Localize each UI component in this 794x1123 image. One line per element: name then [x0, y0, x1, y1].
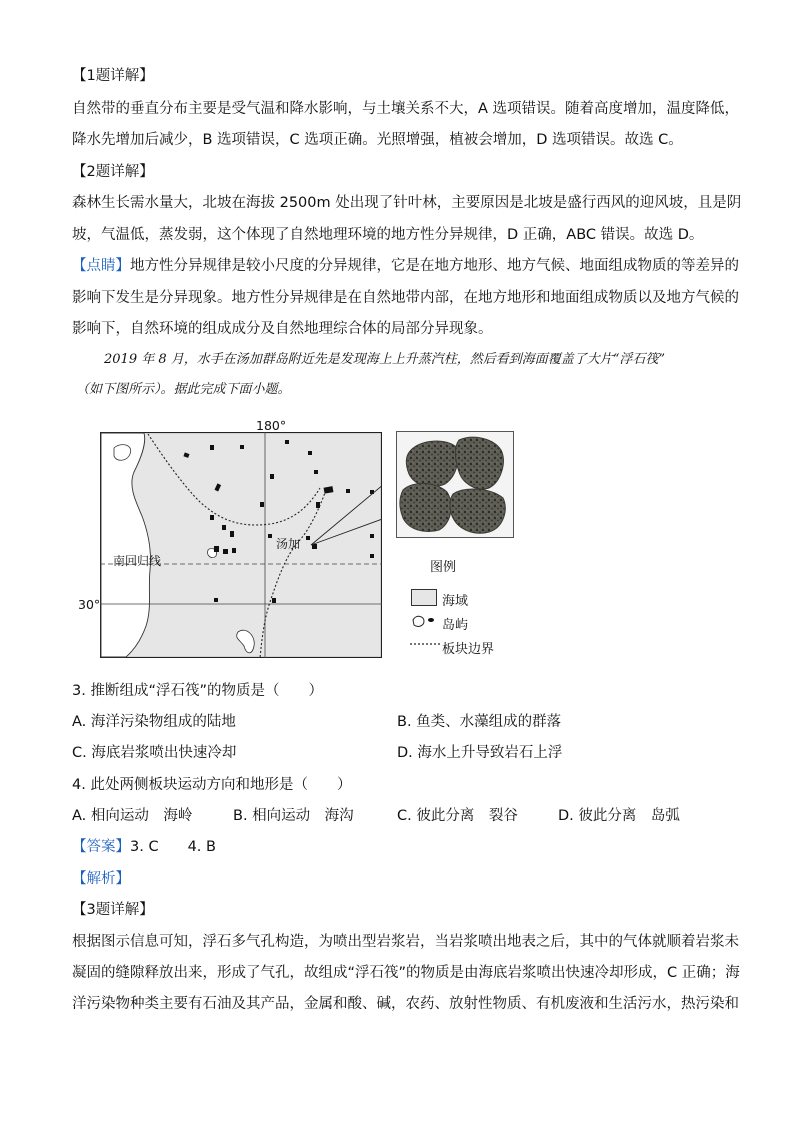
pumice-image: [397, 432, 513, 537]
lat-30-label: 30°: [78, 597, 101, 612]
legend-boundary-icon: [410, 641, 440, 647]
island: [316, 502, 320, 508]
paragraph: 凝固的缝隙释放出来，形成了气孔，故组成“浮石筏”的物质是由海底岩浆喷出快速冷却形成，C 正确；海: [72, 965, 740, 981]
island: [223, 549, 228, 554]
q4-option-a: A. 相向运动 海岭: [72, 808, 193, 824]
island: [272, 598, 276, 603]
island: [306, 536, 310, 540]
heading-q3-detail: 【3题详解】: [72, 902, 154, 918]
q4-option-b: B. 相向运动 海沟: [233, 808, 354, 824]
island: [210, 445, 214, 450]
tonga-map: [100, 432, 382, 658]
paragraph: 坡，气温低，蒸发弱，这个体现了自然地理环境的地方性分异规律，D 正确，ABC 错误。故选 D。: [72, 227, 704, 243]
analysis-label: 【解析】: [72, 871, 130, 887]
legend-title: 图例: [430, 560, 457, 575]
legend-boundary-label: 板块边界: [442, 642, 495, 657]
paragraph: 根据图示信息可知，浮石多气孔构造，为喷出型岩浆岩，当岩浆喷出地表之后，其中的气体就顺着岩浆未: [72, 934, 739, 950]
island: [240, 445, 244, 449]
q3-option-b: B. 鱼类、水藻组成的群落: [397, 714, 562, 730]
island: [232, 548, 236, 553]
paragraph: 影响下，自然环境的组成成分及自然地理综合体的局部分异现象。: [72, 321, 493, 337]
tropic-label: 南回归线: [113, 554, 162, 568]
answer-line: [72, 837, 216, 857]
answer-value: 3. C 4. B: [130, 839, 216, 855]
paragraph: 降水先增加后减少，B 选项错误，C 选项正确。光照增强，植被会增加，D 选项错误。故选 C。: [72, 132, 683, 148]
island: [260, 502, 264, 507]
island: [346, 489, 350, 493]
q3-option-c: C. 海底岩浆喷出快速冷却: [72, 745, 237, 761]
q4-option-c: C. 彼此分离 裂谷: [397, 808, 518, 824]
legend-sea-label: 海域: [442, 594, 469, 609]
q4-option-d: D. 彼此分离 岛弧: [558, 808, 680, 824]
question-4: 4. 此处两侧板块运动方向和地形是（ ）: [72, 777, 352, 793]
dianjing-paragraph: [72, 256, 739, 276]
intro-text: 2019 年 8 月，水手在汤加群岛附近先是发现海上上升蒸汽柱，然后看到海面覆盖了大片“浮石筏”: [104, 352, 666, 367]
legend-island-label: 岛屿: [442, 618, 469, 633]
island: [270, 474, 274, 479]
paragraph: 影响下发生是分异现象。地方性分异规律是在自然地带内部，在地方地形和地面组成物质以及地方气候的: [72, 290, 739, 306]
legend-sea-swatch: [411, 589, 437, 606]
island: [370, 534, 374, 538]
heading-q2-detail: 【2题详解】: [72, 164, 154, 180]
dianjing-label: 【点睛】: [72, 258, 130, 274]
tonga-label: 汤加: [276, 537, 301, 551]
island: [370, 554, 374, 558]
question-3: 3. 推断组成“浮石筏”的物质是（ ）: [72, 683, 323, 699]
paragraph: 森林生长需水量大，北坡在海拔 2500m 处出现了针叶林，主要原因是北坡是盛行西风的迎风坡，且是阴: [72, 195, 742, 211]
legend-island-icon: [410, 612, 438, 630]
island: [214, 546, 219, 552]
answer-label: 【答案】: [72, 839, 130, 855]
q3-option-a: A. 海洋污染物组成的陆地: [72, 714, 236, 730]
island: [314, 470, 318, 474]
island: [268, 534, 272, 538]
q3-option-d: D. 海水上升导致岩石上浮: [397, 745, 563, 761]
island: [214, 598, 218, 602]
island: [230, 531, 234, 537]
island: [210, 515, 214, 520]
island: [222, 525, 226, 530]
dianjing-text: 地方性分异规律是较小尺度的分异规律，它是在地方地形、地方气候、地面组成物质的等差异的: [130, 258, 739, 274]
lon-180-label: 180°: [256, 418, 287, 433]
paragraph: 自然带的垂直分布主要是受气温和降水影响，与土壤关系不大，A 选项错误。随着高度增加，温度降低，: [72, 101, 740, 117]
pumice-photo: [396, 431, 514, 538]
island: [308, 451, 312, 455]
paragraph: 洋污染物种类主要有石油及其产品，金属和酸、碱，农药、放射性物质、有机废液和生活污水，热污染和: [72, 996, 739, 1012]
intro-text: （如下图所示）。据此完成下面小题。: [76, 382, 291, 397]
island: [285, 440, 289, 444]
heading-q1-detail: 【1题详解】: [72, 68, 154, 84]
